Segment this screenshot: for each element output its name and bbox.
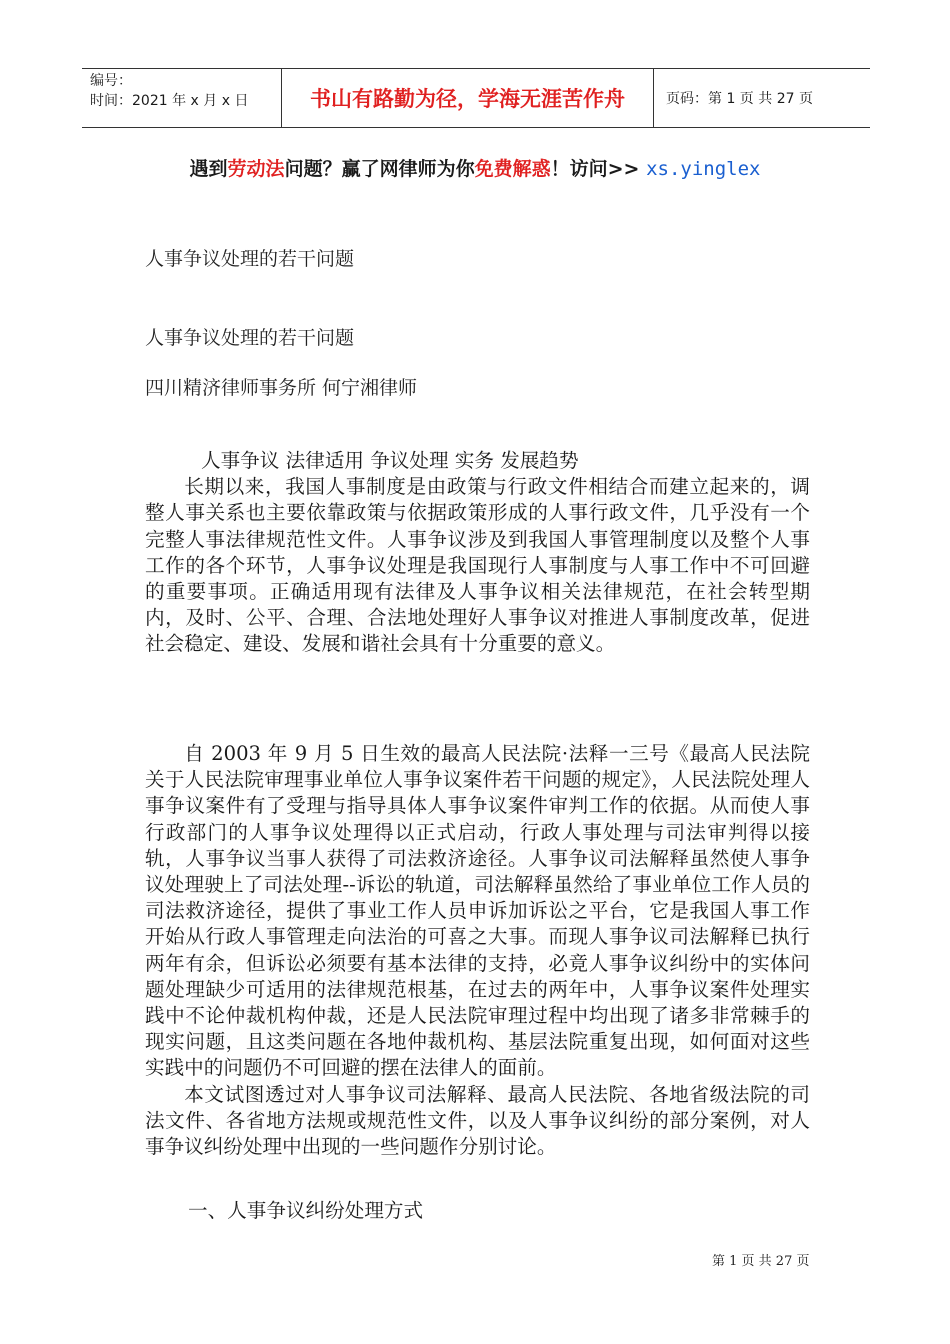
paragraph-3: 本文试图透过对人事争议司法解释、最高人民法院、各地省级法院的司法文件、各省地方法规或规范性文件，以及人事争议纠纷的部分案例，对人事争议纠纷处理中出现的一些问题作分别讨论。	[145, 1082, 810, 1159]
promo-text-2: 问题？赢了网律师为你	[284, 158, 475, 180]
promo-highlight-2: 免费解惑	[474, 158, 551, 180]
promo-highlight-1: 劳动法	[227, 158, 285, 180]
number-label: 编号：	[90, 73, 132, 89]
promo-banner	[0, 154, 950, 181]
article-author: 四川精济律师事务所 何宁湘律师	[145, 377, 418, 399]
page-footer: 第 1 页 共 27 页	[712, 1254, 810, 1269]
promo-link[interactable]: xs.yinglex	[646, 158, 761, 180]
document-header	[82, 68, 870, 128]
header-meta	[82, 69, 282, 127]
article-body-intro	[145, 448, 810, 658]
article-body-main	[145, 741, 810, 1160]
header-motto: 书山有路勤为径，学海无涯苦作舟	[282, 69, 654, 127]
keywords: 人事争议 法律适用 争议处理 实务 发展趋势	[201, 449, 579, 472]
promo-text-3: ！访问>>	[550, 158, 640, 180]
promo-text-1: 遇到	[189, 158, 228, 180]
document-title: 人事争议处理的若干问题	[145, 248, 355, 270]
time-label: 时间：2021 年 x 月 x 日	[90, 93, 249, 109]
paragraph-1: 长期以来，我国人事制度是由政策与行政文件相结合而建立起来的，调整人事关系也主要依靠政策与依据政策形成的人事行政文件，几乎没有一个完整人事法律规范性文件。人事争议涉及到我国人事管理制度以及整个人事工作的各个环节，人事争议处理是我国现行人事制度与人事工作中不可回避的重要事项。正确适用现有法律及人事争议相关法律规范，在社会转型期内，及时、公平、合理、合法地处理好人事争议对推进人事制度改革，促进社会稳定、建设、发展和谐社会具有十分重要的意义。	[145, 475, 810, 656]
header-page-info: 页码：第 1 页 共 27 页	[666, 91, 813, 107]
section-heading: 一、人事争议纠纷处理方式	[188, 1199, 424, 1222]
article-title: 人事争议处理的若干问题	[145, 327, 355, 349]
paragraph-2: 自 2003 年 9 月 5 日生效的最高人民法院·法释一三号《最高人民法院关于人民法院审理事业单位人事争议案件若干问题的规定》，人民法院处理人事争议案件有了受理与指导具体人事争议案件审判工作的依据。从而使人事行政部门的人事争议处理得以正式启动，行政人事处理与司法审判得以接轨，人事争议当事人获得了司法救济途径。人事争议司法解释虽然使人事争议处理驶上了司法处理--诉讼的轨道，司法解释虽然给了事业单位工作人员的司法救济途径，提供了事业工作人员申诉加诉讼之平台，它是我国人事工作开始从行政人事管理走向法治的可喜之大事。而现人事争议司法解释已执行两年有余，但诉讼必须要有基本法律的支持，必竟人事争议纠纷中的实体问题处理缺少可适用的法律规范根基，在过去的两年中，人事争议案件处理实践中不论仲裁机构仲裁，还是人民法院审理过程中均出现了诸多非常棘手的现实问题，且这类问题在各地仲裁机构、基层法院重复出现，如何面对这些实践中的问题仍不可回避的摆在法律人的面前。	[145, 742, 810, 1080]
